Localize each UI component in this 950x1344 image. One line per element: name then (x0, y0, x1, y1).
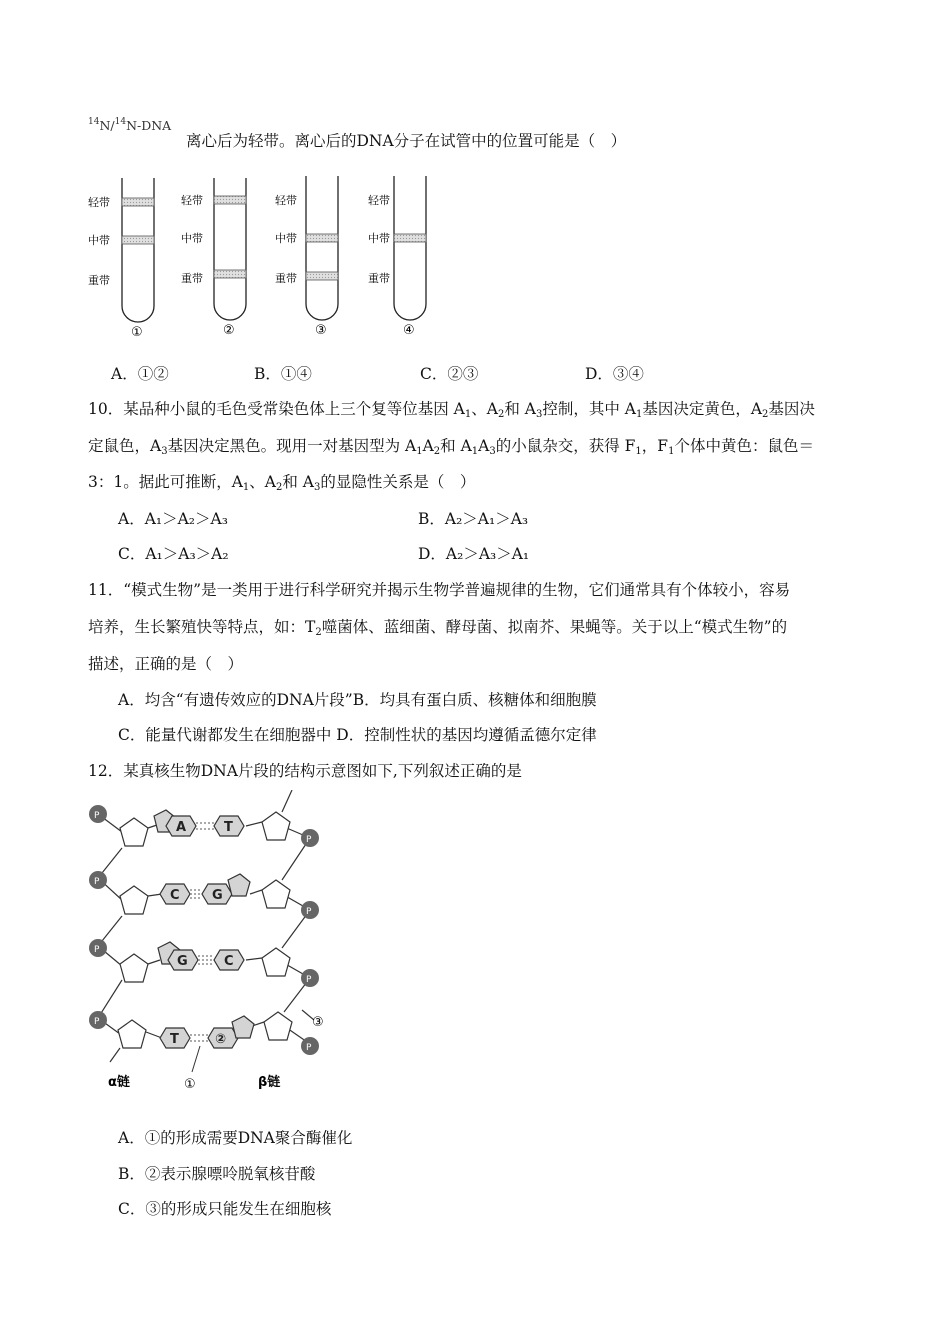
base-c-label: C (170, 888, 180, 903)
text: 基因决 (768, 400, 815, 418)
p-label: P (94, 945, 100, 955)
p-label: P (306, 835, 312, 845)
text: 基因决定黄色，A (642, 400, 763, 418)
q11-line1: 11．“模式生物”是一类用于进行科学研究并揭示生物学普遍规律的生物，它们通常具有个体较小，容易 (88, 581, 791, 599)
q10-line2 (88, 436, 814, 456)
tube3-heavy-label: 重带 (275, 272, 297, 285)
text: 个体中黄色：鼠色＝ (674, 437, 814, 455)
p-label: P (94, 811, 100, 821)
purine-ring (232, 1016, 254, 1038)
beta-chain-label: β链 (258, 1075, 281, 1090)
text: A (422, 437, 434, 455)
sub: 2 (497, 409, 505, 420)
text: 和 A (440, 437, 472, 455)
phosphate (89, 1011, 107, 1029)
text: 控制，其中 A (542, 400, 636, 418)
text: 和 A (282, 473, 314, 491)
q11-line3: 描述，正确的是（ ） (88, 655, 244, 673)
band-middle (306, 234, 338, 242)
phosphate (301, 1037, 319, 1055)
base-t-label: T (170, 1032, 179, 1047)
text: ，F (641, 437, 669, 455)
text: A (478, 437, 490, 455)
band-heavy (214, 270, 246, 278)
tube3-number: ③ (315, 323, 327, 338)
band-heavy (306, 272, 338, 280)
sub: 3 (161, 446, 168, 457)
text: 、A (249, 473, 276, 491)
mark-1: ① (184, 1077, 196, 1090)
q9-option-b[interactable]: B．①④ (254, 365, 312, 383)
p-label: P (94, 1017, 100, 1027)
phosphate (301, 901, 319, 919)
label-part: N/ (99, 118, 115, 133)
tube1-mid-label: 中带 (88, 234, 110, 247)
q12-option-c[interactable]: C．③的形成只能发生在细胞核 (118, 1200, 332, 1218)
p-label: P (94, 877, 100, 887)
sub: 2 (762, 409, 769, 420)
p-label: P (306, 907, 312, 917)
sub: 1 (635, 446, 642, 457)
sub: 1 (668, 446, 675, 457)
tube-2 (181, 178, 246, 338)
tube-1 (88, 178, 154, 340)
q10-line3 (88, 472, 475, 492)
tube2-light-label: 轻带 (181, 194, 203, 207)
base-2-label: ② (215, 1032, 227, 1047)
text: 和 A (504, 400, 536, 418)
q10-option-b[interactable]: B．A₂＞A₁＞A₃ (418, 510, 529, 528)
sub: 2 (315, 627, 322, 638)
tube4-heavy-label: 重带 (368, 272, 390, 285)
p-label: P (306, 1043, 312, 1053)
q12-option-b[interactable]: B．②表示腺嘌呤脱氧核苷酸 (118, 1165, 316, 1183)
q11-line2 (88, 617, 787, 637)
phosphate (89, 939, 107, 957)
q9-option-c[interactable]: C．②③ (420, 365, 479, 383)
q9-stem: 离心后为轻带。离心后的DNA分子在试管中的位置可能是（ ） (186, 132, 627, 150)
sub: 1 (635, 409, 643, 420)
sub: 1 (416, 446, 423, 457)
superscript: 14 (114, 117, 127, 127)
text: 3：1。据此可推断，A (88, 473, 243, 491)
purine-ring (228, 874, 250, 896)
tube2-number: ② (223, 323, 235, 338)
q10-option-d[interactable]: D．A₂＞A₃＞A₁ (418, 545, 530, 563)
tube4-number: ④ (403, 323, 415, 338)
sub: 2 (276, 482, 283, 493)
sub: 1 (464, 409, 472, 420)
superscript: 14 (88, 117, 100, 127)
tube2-mid-label: 中带 (181, 232, 203, 245)
phosphate (89, 805, 107, 823)
q10-option-a[interactable]: A．A₁＞A₂＞A₃ (118, 510, 228, 528)
base-a-label: A (176, 820, 187, 835)
q11-options-cd[interactable]: C．能量代谢都发生在细胞器中 D．控制性状的基因均遵循孟德尔定律 (118, 726, 597, 744)
sub: 3 (535, 409, 543, 420)
tube4-mid-label: 中带 (368, 232, 390, 245)
q9-option-a[interactable]: A．①② (111, 365, 169, 383)
tube-4 (368, 176, 426, 338)
base-g-label: G (212, 888, 223, 903)
sub: 1 (471, 446, 479, 457)
tube4-light-label: 轻带 (368, 194, 390, 207)
band-middle (394, 234, 426, 242)
band-light (122, 198, 154, 206)
q11-options-ab[interactable]: A．均含“有遗传效应的DNA片段”B．均具有蛋白质、核糖体和细胞膜 (118, 691, 597, 709)
text: 定鼠色，A (88, 437, 162, 455)
deoxyribose-sugars (118, 812, 292, 1048)
q10-line1 (88, 399, 815, 419)
text: 的显隐性关系是（ ） (320, 473, 476, 491)
tube2-heavy-label: 重带 (181, 272, 203, 285)
phosphate (301, 969, 319, 987)
text: 、A (471, 400, 498, 418)
q12-option-a[interactable]: A．①的形成需要DNA聚合酶催化 (118, 1129, 353, 1147)
base-g-label: G (177, 954, 188, 969)
q12-stem: 12．某真核生物DNA片段的结构示意图如下,下列叙述正确的是 (88, 762, 522, 780)
text: 10．某品种小鼠的毛色受常染色体上三个复等位基因 A (88, 400, 465, 418)
text: 噬菌体、蓝细菌、酵母菌、拟南芥、果蝇等。关于以上“模式生物”的 (321, 618, 788, 636)
sub: 2 (433, 446, 441, 457)
q9-option-d[interactable]: D．③④ (585, 365, 644, 383)
sub: 3 (314, 482, 321, 493)
tube3-mid-label: 中带 (275, 232, 297, 245)
sub: 3 (489, 446, 496, 457)
sub: 1 (242, 482, 250, 493)
phosphate (89, 871, 107, 889)
q9-dna-label (88, 118, 171, 133)
phosphate (301, 829, 319, 847)
q10-option-c[interactable]: C．A₁＞A₃＞A₂ (118, 545, 229, 563)
tube1-light-label: 轻带 (88, 196, 110, 209)
p-label: P (306, 975, 312, 985)
label-part: N-DNA (126, 118, 172, 133)
text: 培养，生长繁殖快等特点，如：T (88, 618, 316, 636)
alpha-chain-label: α链 (108, 1075, 130, 1090)
q9-tubes-figure (84, 168, 444, 344)
tube1-heavy-label: 重带 (88, 274, 110, 287)
tube3-light-label: 轻带 (275, 194, 297, 207)
tube1-number: ① (131, 325, 143, 340)
q12-dna-figure (82, 790, 342, 1090)
base-c-label: C (224, 954, 234, 969)
band-light (214, 196, 246, 204)
base-t-label: T (224, 820, 233, 835)
text: 的小鼠杂交，获得 F (495, 437, 636, 455)
band-middle (122, 236, 154, 244)
text: 基因决定黑色。现用一对基因型为 A (167, 437, 417, 455)
mark-3: ③ (312, 1015, 324, 1030)
tube-3 (275, 176, 338, 338)
